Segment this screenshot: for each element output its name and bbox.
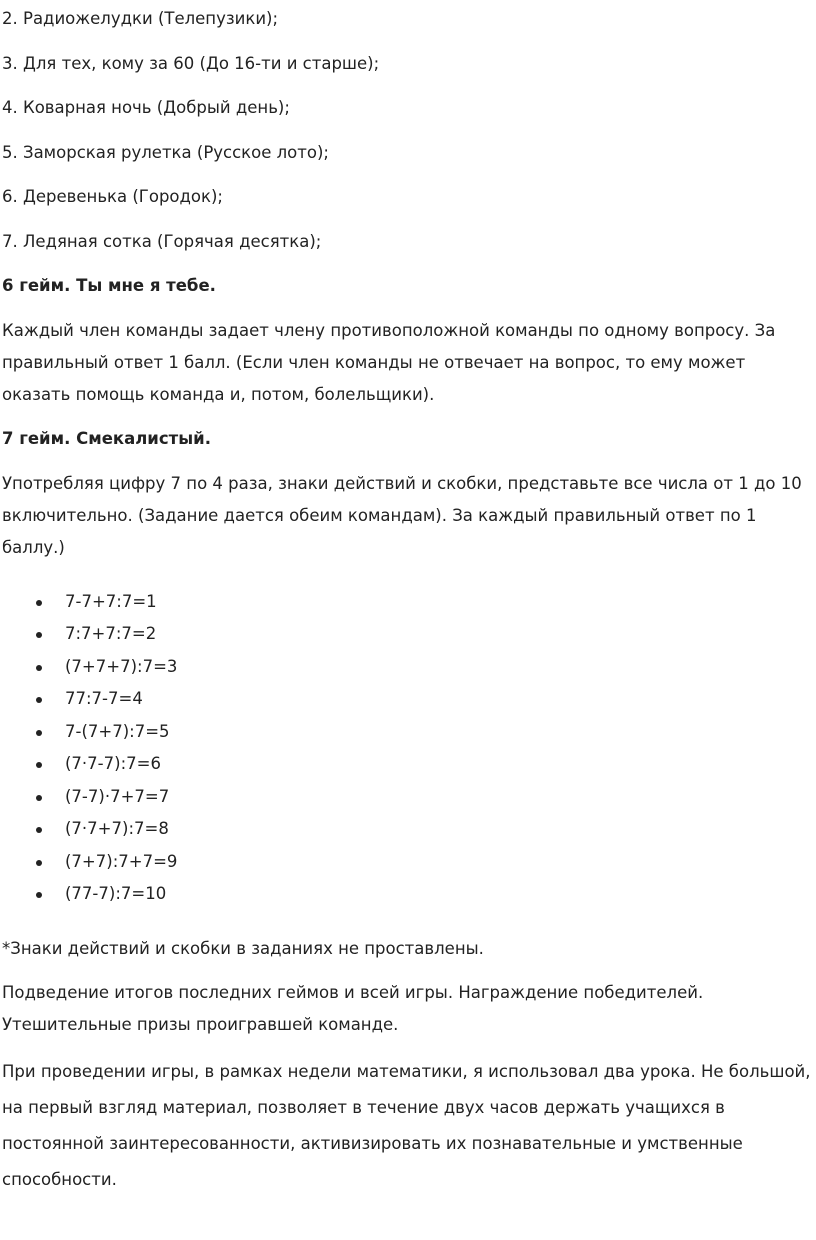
solution-item: (7·7+7):7=8: [2, 813, 816, 846]
list-item: 5. Заморская рулетка (Русское лото);: [2, 142, 329, 162]
game6-heading: 6 гейм. Ты мне я тебе.: [2, 276, 216, 295]
list-item: 6. Деревенька (Городок);: [2, 187, 223, 206]
solutions-list: [2, 586, 816, 911]
conclusion: При проведении игры, в рамках недели математики, я использовал два урока. Не большой, на первый взгляд материал, позволяет в течение двух часов держать учащихся в постоянной заинтересованности, активизировать их познавательные и умственные способности.: [2, 1061, 811, 1189]
solution-item: 7-7+7:7=1: [2, 586, 816, 619]
game6-text: Каждый член команды задает члену противоположной команды по одному вопросу. За правильный ответ 1 балл. (Если член команды не отвечает на вопрос, то ему может оказать помощь команда и, потом, болельщики).: [2, 320, 776, 404]
solution-item: 77:7-7=4: [2, 683, 816, 716]
solution-item: (7-7)·7+7=7: [2, 781, 816, 814]
summary: Подведение итогов последних геймов и всей игры. Награждение победителей. Утешительные призы проигравшей команде.: [2, 983, 704, 1034]
list-item: 2. Радиожелудки (Телепузики);: [2, 9, 279, 28]
solution-item: (77-7):7=10: [2, 878, 816, 911]
solution-item: (7·7-7):7=6: [2, 748, 816, 781]
game7-text: Употребляя цифру 7 по 4 раза, знаки действий и скобки, представьте все числа от 1 до 10 включительно. (Задание дается обеим командам). За каждый правильный ответ по 1 баллу.): [2, 473, 802, 557]
solution-item: (7+7):7+7=9: [2, 846, 816, 879]
solution-item: 7:7+7:7=2: [2, 618, 816, 651]
solution-item: 7-(7+7):7=5: [2, 716, 816, 749]
list-item: 7. Ледяная сотка (Горячая десятка);: [2, 231, 322, 251]
solution-item: (7+7+7):7=3: [2, 651, 816, 684]
list-item: 4. Коварная ночь (Добрый день);: [2, 98, 290, 117]
game7-heading: 7 гейм. Смекалистый.: [2, 429, 211, 448]
note: *Знаки действий и скобки в заданиях не проставлены.: [2, 938, 484, 958]
list-item: 3. Для тех, кому за 60 (До 16-ти и старше);: [2, 53, 380, 73]
